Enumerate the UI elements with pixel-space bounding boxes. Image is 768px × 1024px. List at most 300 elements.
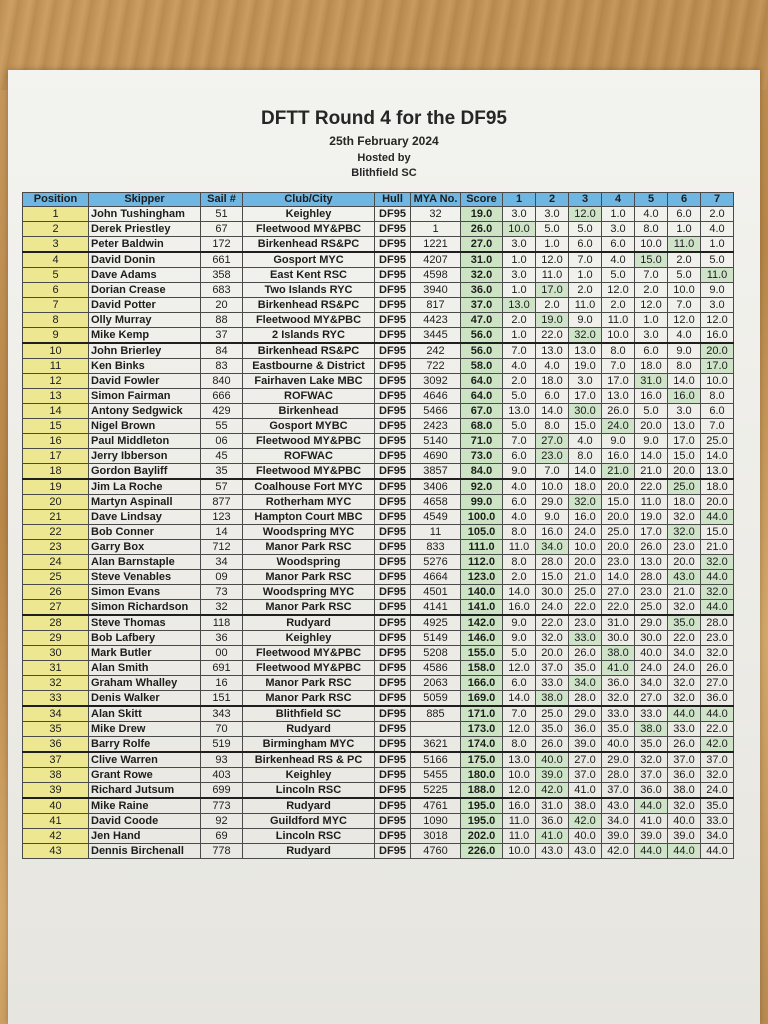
cell-race-4: 26.0 xyxy=(602,404,635,419)
table-row xyxy=(23,328,734,344)
cell-race-5: 35.0 xyxy=(635,737,668,753)
cell-club-city: ROFWAC xyxy=(243,389,375,404)
cell-race-6: 40.0 xyxy=(668,814,701,829)
cell-race-6: 18.0 xyxy=(668,495,701,510)
table-row xyxy=(23,798,734,814)
cell-race-5: 21.0 xyxy=(635,464,668,480)
cell-mya-number: 4501 xyxy=(411,585,461,600)
cell-race-2: 33.0 xyxy=(536,676,569,691)
cell-race-6: 13.0 xyxy=(668,419,701,434)
cell-race-5: 22.0 xyxy=(635,479,668,495)
cell-skipper: Mike Raine xyxy=(89,798,201,814)
cell-race-2: 16.0 xyxy=(536,525,569,540)
cell-mya-number: 242 xyxy=(411,343,461,359)
cell-race-2: 38.0 xyxy=(536,691,569,707)
cell-hull: DF95 xyxy=(375,510,411,525)
cell-race-7: 44.0 xyxy=(701,844,734,859)
cell-position: 11 xyxy=(23,359,89,374)
cell-club-city: Woodspring xyxy=(243,555,375,570)
cell-race-6: 17.0 xyxy=(668,434,701,449)
cell-position: 16 xyxy=(23,434,89,449)
cell-race-3: 9.0 xyxy=(569,313,602,328)
table-row xyxy=(23,252,734,268)
cell-sail-number: 151 xyxy=(201,691,243,707)
cell-club-city: Rudyard xyxy=(243,615,375,631)
cell-race-6: 20.0 xyxy=(668,555,701,570)
cell-sail-number: 67 xyxy=(201,222,243,237)
cell-race-2: 3.0 xyxy=(536,207,569,222)
cell-race-3: 17.0 xyxy=(569,389,602,404)
cell-race-4: 1.0 xyxy=(602,207,635,222)
cell-race-2: 7.0 xyxy=(536,464,569,480)
cell-position: 26 xyxy=(23,585,89,600)
cell-mya-number: 3092 xyxy=(411,374,461,389)
cell-race-3: 38.0 xyxy=(569,798,602,814)
cell-hull: DF95 xyxy=(375,844,411,859)
cell-race-7: 17.0 xyxy=(701,359,734,374)
cell-race-1: 13.0 xyxy=(503,404,536,419)
cell-sail-number: 32 xyxy=(201,600,243,616)
cell-race-4: 20.0 xyxy=(602,479,635,495)
cell-race-5: 2.0 xyxy=(635,283,668,298)
cell-club-city: Fleetwood MY&PBC xyxy=(243,464,375,480)
cell-race-6: 38.0 xyxy=(668,783,701,799)
table-row xyxy=(23,631,734,646)
cell-skipper: Barry Rolfe xyxy=(89,737,201,753)
cell-race-4: 43.0 xyxy=(602,798,635,814)
cell-hull: DF95 xyxy=(375,752,411,768)
cell-race-5: 31.0 xyxy=(635,374,668,389)
column-header-race-4: 4 xyxy=(602,193,635,207)
cell-mya-number xyxy=(411,722,461,737)
cell-skipper: Antony Sedgwick xyxy=(89,404,201,419)
table-row xyxy=(23,343,734,359)
cell-hull: DF95 xyxy=(375,328,411,344)
cell-mya-number: 2423 xyxy=(411,419,461,434)
cell-score: 158.0 xyxy=(461,661,503,676)
cell-race-4: 22.0 xyxy=(602,600,635,616)
cell-mya-number: 4646 xyxy=(411,389,461,404)
cell-skipper: Martyn Aspinall xyxy=(89,495,201,510)
cell-race-6: 33.0 xyxy=(668,722,701,737)
cell-hull: DF95 xyxy=(375,661,411,676)
cell-position: 8 xyxy=(23,313,89,328)
column-header-race-2: 2 xyxy=(536,193,569,207)
cell-sail-number: 343 xyxy=(201,706,243,722)
cell-race-6: 3.0 xyxy=(668,404,701,419)
cell-race-7: 23.0 xyxy=(701,631,734,646)
table-row xyxy=(23,207,734,222)
cell-race-3: 36.0 xyxy=(569,722,602,737)
cell-position: 17 xyxy=(23,449,89,464)
cell-skipper: Derek Priestley xyxy=(89,222,201,237)
cell-race-4: 21.0 xyxy=(602,464,635,480)
cell-position: 33 xyxy=(23,691,89,707)
cell-race-4: 32.0 xyxy=(602,691,635,707)
cell-race-3: 35.0 xyxy=(569,661,602,676)
cell-race-1: 12.0 xyxy=(503,661,536,676)
cell-race-2: 37.0 xyxy=(536,661,569,676)
cell-club-city: Eastbourne & District xyxy=(243,359,375,374)
cell-skipper: Peter Baldwin xyxy=(89,237,201,253)
cell-club-city: Two Islands RYC xyxy=(243,283,375,298)
cell-score: 64.0 xyxy=(461,374,503,389)
cell-position: 3 xyxy=(23,237,89,253)
cell-race-1: 2.0 xyxy=(503,313,536,328)
cell-skipper: David Coode xyxy=(89,814,201,829)
cell-race-2: 22.0 xyxy=(536,328,569,344)
cell-hull: DF95 xyxy=(375,540,411,555)
table-row xyxy=(23,313,734,328)
cell-mya-number: 1 xyxy=(411,222,461,237)
table-row xyxy=(23,585,734,600)
cell-race-6: 32.0 xyxy=(668,510,701,525)
cell-sail-number: 666 xyxy=(201,389,243,404)
table-row xyxy=(23,844,734,859)
cell-position: 20 xyxy=(23,495,89,510)
cell-skipper: Ken Binks xyxy=(89,359,201,374)
cell-hull: DF95 xyxy=(375,814,411,829)
cell-race-2: 43.0 xyxy=(536,844,569,859)
cell-hull: DF95 xyxy=(375,222,411,237)
table-row xyxy=(23,783,734,799)
cell-club-city: Manor Park RSC xyxy=(243,540,375,555)
cell-club-city: Keighley xyxy=(243,207,375,222)
cell-race-5: 38.0 xyxy=(635,722,668,737)
cell-race-1: 9.0 xyxy=(503,631,536,646)
cell-position: 23 xyxy=(23,540,89,555)
cell-score: 105.0 xyxy=(461,525,503,540)
table-row xyxy=(23,691,734,707)
cell-skipper: Jim La Roche xyxy=(89,479,201,495)
cell-hull: DF95 xyxy=(375,404,411,419)
cell-race-1: 7.0 xyxy=(503,434,536,449)
cell-position: 29 xyxy=(23,631,89,646)
cell-race-1: 8.0 xyxy=(503,737,536,753)
cell-race-7: 20.0 xyxy=(701,343,734,359)
cell-race-3: 24.0 xyxy=(569,525,602,540)
cell-race-3: 8.0 xyxy=(569,449,602,464)
cell-position: 31 xyxy=(23,661,89,676)
table-row xyxy=(23,495,734,510)
cell-skipper: Clive Warren xyxy=(89,752,201,768)
cell-hull: DF95 xyxy=(375,570,411,585)
cell-race-2: 10.0 xyxy=(536,479,569,495)
cell-race-2: 39.0 xyxy=(536,768,569,783)
cell-score: 171.0 xyxy=(461,706,503,722)
cell-score: 68.0 xyxy=(461,419,503,434)
cell-position: 43 xyxy=(23,844,89,859)
cell-hull: DF95 xyxy=(375,374,411,389)
table-row xyxy=(23,525,734,540)
cell-race-2: 9.0 xyxy=(536,510,569,525)
cell-race-1: 5.0 xyxy=(503,419,536,434)
cell-hull: DF95 xyxy=(375,464,411,480)
cell-race-2: 17.0 xyxy=(536,283,569,298)
cell-position: 15 xyxy=(23,419,89,434)
cell-club-city: Manor Park RSC xyxy=(243,691,375,707)
cell-club-city: Birkenhead RS&PC xyxy=(243,343,375,359)
cell-position: 37 xyxy=(23,752,89,768)
table-header-row xyxy=(23,193,734,207)
cell-club-city: Rudyard xyxy=(243,844,375,859)
cell-race-7: 27.0 xyxy=(701,676,734,691)
cell-score: 140.0 xyxy=(461,585,503,600)
cell-club-city: Birmingham MYC xyxy=(243,737,375,753)
table-row xyxy=(23,752,734,768)
cell-race-6: 21.0 xyxy=(668,585,701,600)
cell-club-city: Birkenhead RS & PC xyxy=(243,752,375,768)
cell-race-3: 26.0 xyxy=(569,646,602,661)
column-header-race-5: 5 xyxy=(635,193,668,207)
cell-sail-number: 88 xyxy=(201,313,243,328)
cell-race-4: 28.0 xyxy=(602,768,635,783)
cell-sail-number: 84 xyxy=(201,343,243,359)
cell-club-city: Woodspring MYC xyxy=(243,585,375,600)
cell-race-7: 14.0 xyxy=(701,449,734,464)
cell-race-5: 3.0 xyxy=(635,328,668,344)
cell-score: 174.0 xyxy=(461,737,503,753)
table-row xyxy=(23,222,734,237)
cell-race-1: 8.0 xyxy=(503,555,536,570)
cell-position: 32 xyxy=(23,676,89,691)
cell-score: 37.0 xyxy=(461,298,503,313)
cell-mya-number: 2063 xyxy=(411,676,461,691)
cell-race-5: 5.0 xyxy=(635,404,668,419)
cell-race-1: 6.0 xyxy=(503,449,536,464)
table-row xyxy=(23,814,734,829)
cell-position: 24 xyxy=(23,555,89,570)
table-row xyxy=(23,615,734,631)
cell-club-city: ROFWAC xyxy=(243,449,375,464)
cell-race-1: 12.0 xyxy=(503,783,536,799)
table-row xyxy=(23,646,734,661)
table-row xyxy=(23,449,734,464)
cell-race-4: 31.0 xyxy=(602,615,635,631)
cell-position: 42 xyxy=(23,829,89,844)
cell-race-1: 1.0 xyxy=(503,328,536,344)
cell-hull: DF95 xyxy=(375,419,411,434)
cell-position: 25 xyxy=(23,570,89,585)
cell-mya-number: 5225 xyxy=(411,783,461,799)
cell-club-city: Manor Park RSC xyxy=(243,676,375,691)
cell-skipper: Dave Lindsay xyxy=(89,510,201,525)
cell-race-1: 8.0 xyxy=(503,525,536,540)
cell-race-1: 11.0 xyxy=(503,540,536,555)
cell-sail-number: 36 xyxy=(201,631,243,646)
cell-hull: DF95 xyxy=(375,600,411,616)
cell-mya-number: 5455 xyxy=(411,768,461,783)
page-title: DFTT Round 4 for the DF95 xyxy=(261,108,507,129)
cell-race-4: 12.0 xyxy=(602,283,635,298)
cell-score: 36.0 xyxy=(461,283,503,298)
cell-race-5: 12.0 xyxy=(635,298,668,313)
cell-sail-number: 45 xyxy=(201,449,243,464)
cell-score: 100.0 xyxy=(461,510,503,525)
cell-race-7: 32.0 xyxy=(701,585,734,600)
cell-race-1: 2.0 xyxy=(503,570,536,585)
cell-club-city: Manor Park RSC xyxy=(243,570,375,585)
cell-club-city: East Kent RSC xyxy=(243,268,375,283)
cell-position: 30 xyxy=(23,646,89,661)
cell-race-1: 1.0 xyxy=(503,252,536,268)
cell-race-4: 20.0 xyxy=(602,540,635,555)
cell-race-6: 22.0 xyxy=(668,631,701,646)
cell-hull: DF95 xyxy=(375,389,411,404)
table-row xyxy=(23,268,734,283)
cell-hull: DF95 xyxy=(375,585,411,600)
table-row xyxy=(23,540,734,555)
cell-race-2: 41.0 xyxy=(536,829,569,844)
cell-sail-number: 123 xyxy=(201,510,243,525)
cell-race-6: 6.0 xyxy=(668,207,701,222)
column-header-skipper: Skipper xyxy=(89,193,201,207)
cell-race-2: 1.0 xyxy=(536,237,569,253)
cell-race-6: 35.0 xyxy=(668,615,701,631)
cell-race-7: 25.0 xyxy=(701,434,734,449)
cell-race-3: 41.0 xyxy=(569,783,602,799)
cell-race-6: 20.0 xyxy=(668,464,701,480)
cell-race-4: 35.0 xyxy=(602,722,635,737)
cell-race-7: 5.0 xyxy=(701,252,734,268)
cell-race-6: 32.0 xyxy=(668,798,701,814)
cell-hull: DF95 xyxy=(375,479,411,495)
cell-race-6: 44.0 xyxy=(668,844,701,859)
cell-race-6: 32.0 xyxy=(668,600,701,616)
cell-race-6: 24.0 xyxy=(668,661,701,676)
cell-hull: DF95 xyxy=(375,768,411,783)
cell-race-7: 28.0 xyxy=(701,615,734,631)
cell-position: 41 xyxy=(23,814,89,829)
cell-race-4: 8.0 xyxy=(602,343,635,359)
cell-club-city: Manor Park RSC xyxy=(243,600,375,616)
column-header-mya-number: MYA No. xyxy=(411,193,461,207)
cell-sail-number: 118 xyxy=(201,615,243,631)
cell-position: 7 xyxy=(23,298,89,313)
cell-race-7: 6.0 xyxy=(701,404,734,419)
cell-mya-number: 4207 xyxy=(411,252,461,268)
cell-hull: DF95 xyxy=(375,298,411,313)
cell-hull: DF95 xyxy=(375,783,411,799)
column-header-race-6: 6 xyxy=(668,193,701,207)
cell-race-3: 14.0 xyxy=(569,464,602,480)
cell-race-5: 34.0 xyxy=(635,676,668,691)
cell-position: 13 xyxy=(23,389,89,404)
cell-race-6: 12.0 xyxy=(668,313,701,328)
table-row xyxy=(23,374,734,389)
cell-race-4: 39.0 xyxy=(602,829,635,844)
cell-race-6: 14.0 xyxy=(668,374,701,389)
cell-race-4: 17.0 xyxy=(602,374,635,389)
cell-position: 34 xyxy=(23,706,89,722)
cell-skipper: Simon Richardson xyxy=(89,600,201,616)
cell-race-2: 5.0 xyxy=(536,222,569,237)
cell-race-5: 25.0 xyxy=(635,600,668,616)
cell-score: 188.0 xyxy=(461,783,503,799)
cell-position: 14 xyxy=(23,404,89,419)
cell-mya-number: 5208 xyxy=(411,646,461,661)
cell-race-7: 4.0 xyxy=(701,222,734,237)
cell-race-1: 3.0 xyxy=(503,207,536,222)
cell-sail-number: 37 xyxy=(201,328,243,344)
cell-race-1: 10.0 xyxy=(503,844,536,859)
cell-position: 36 xyxy=(23,737,89,753)
cell-race-7: 22.0 xyxy=(701,722,734,737)
cell-race-1: 14.0 xyxy=(503,585,536,600)
cell-club-city: Keighley xyxy=(243,631,375,646)
cell-race-5: 18.0 xyxy=(635,359,668,374)
cell-sail-number: 358 xyxy=(201,268,243,283)
cell-sail-number: 70 xyxy=(201,722,243,737)
cell-hull: DF95 xyxy=(375,359,411,374)
cell-race-5: 16.0 xyxy=(635,389,668,404)
cell-race-2: 36.0 xyxy=(536,814,569,829)
cell-race-6: 8.0 xyxy=(668,359,701,374)
cell-race-3: 7.0 xyxy=(569,252,602,268)
cell-skipper: Dorian Crease xyxy=(89,283,201,298)
cell-race-6: 44.0 xyxy=(668,706,701,722)
cell-sail-number: 06 xyxy=(201,434,243,449)
cell-hull: DF95 xyxy=(375,449,411,464)
cell-race-2: 2.0 xyxy=(536,298,569,313)
cell-hull: DF95 xyxy=(375,495,411,510)
cell-hull: DF95 xyxy=(375,706,411,722)
cell-race-6: 10.0 xyxy=(668,283,701,298)
cell-race-2: 35.0 xyxy=(536,722,569,737)
cell-mya-number: 5166 xyxy=(411,752,461,768)
cell-race-7: 26.0 xyxy=(701,661,734,676)
table-row xyxy=(23,283,734,298)
cell-skipper: David Potter xyxy=(89,298,201,313)
cell-skipper: Bob Lafbery xyxy=(89,631,201,646)
cell-mya-number: 11 xyxy=(411,525,461,540)
cell-score: 166.0 xyxy=(461,676,503,691)
cell-race-4: 2.0 xyxy=(602,298,635,313)
cell-race-4: 14.0 xyxy=(602,570,635,585)
cell-race-4: 3.0 xyxy=(602,222,635,237)
cell-race-3: 28.0 xyxy=(569,691,602,707)
cell-race-2: 15.0 xyxy=(536,570,569,585)
cell-race-2: 26.0 xyxy=(536,737,569,753)
cell-skipper: Alan Skitt xyxy=(89,706,201,722)
cell-skipper: Jerry Ibberson xyxy=(89,449,201,464)
cell-race-2: 42.0 xyxy=(536,783,569,799)
cell-score: 99.0 xyxy=(461,495,503,510)
table-row xyxy=(23,600,734,616)
cell-race-6: 32.0 xyxy=(668,525,701,540)
cell-skipper: Nigel Brown xyxy=(89,419,201,434)
cell-position: 9 xyxy=(23,328,89,344)
cell-mya-number: 4141 xyxy=(411,600,461,616)
cell-race-3: 33.0 xyxy=(569,631,602,646)
cell-race-4: 38.0 xyxy=(602,646,635,661)
cell-club-city: Guildford MYC xyxy=(243,814,375,829)
cell-race-5: 13.0 xyxy=(635,555,668,570)
cell-club-city: Fleetwood MY&PBC xyxy=(243,313,375,328)
cell-race-5: 7.0 xyxy=(635,268,668,283)
cell-race-4: 10.0 xyxy=(602,328,635,344)
cell-score: 195.0 xyxy=(461,814,503,829)
cell-race-1: 4.0 xyxy=(503,359,536,374)
cell-race-1: 10.0 xyxy=(503,222,536,237)
cell-race-2: 23.0 xyxy=(536,449,569,464)
cell-race-1: 7.0 xyxy=(503,343,536,359)
cell-race-5: 44.0 xyxy=(635,798,668,814)
cell-race-5: 15.0 xyxy=(635,252,668,268)
cell-race-2: 13.0 xyxy=(536,343,569,359)
cell-hull: DF95 xyxy=(375,631,411,646)
cell-race-2: 28.0 xyxy=(536,555,569,570)
